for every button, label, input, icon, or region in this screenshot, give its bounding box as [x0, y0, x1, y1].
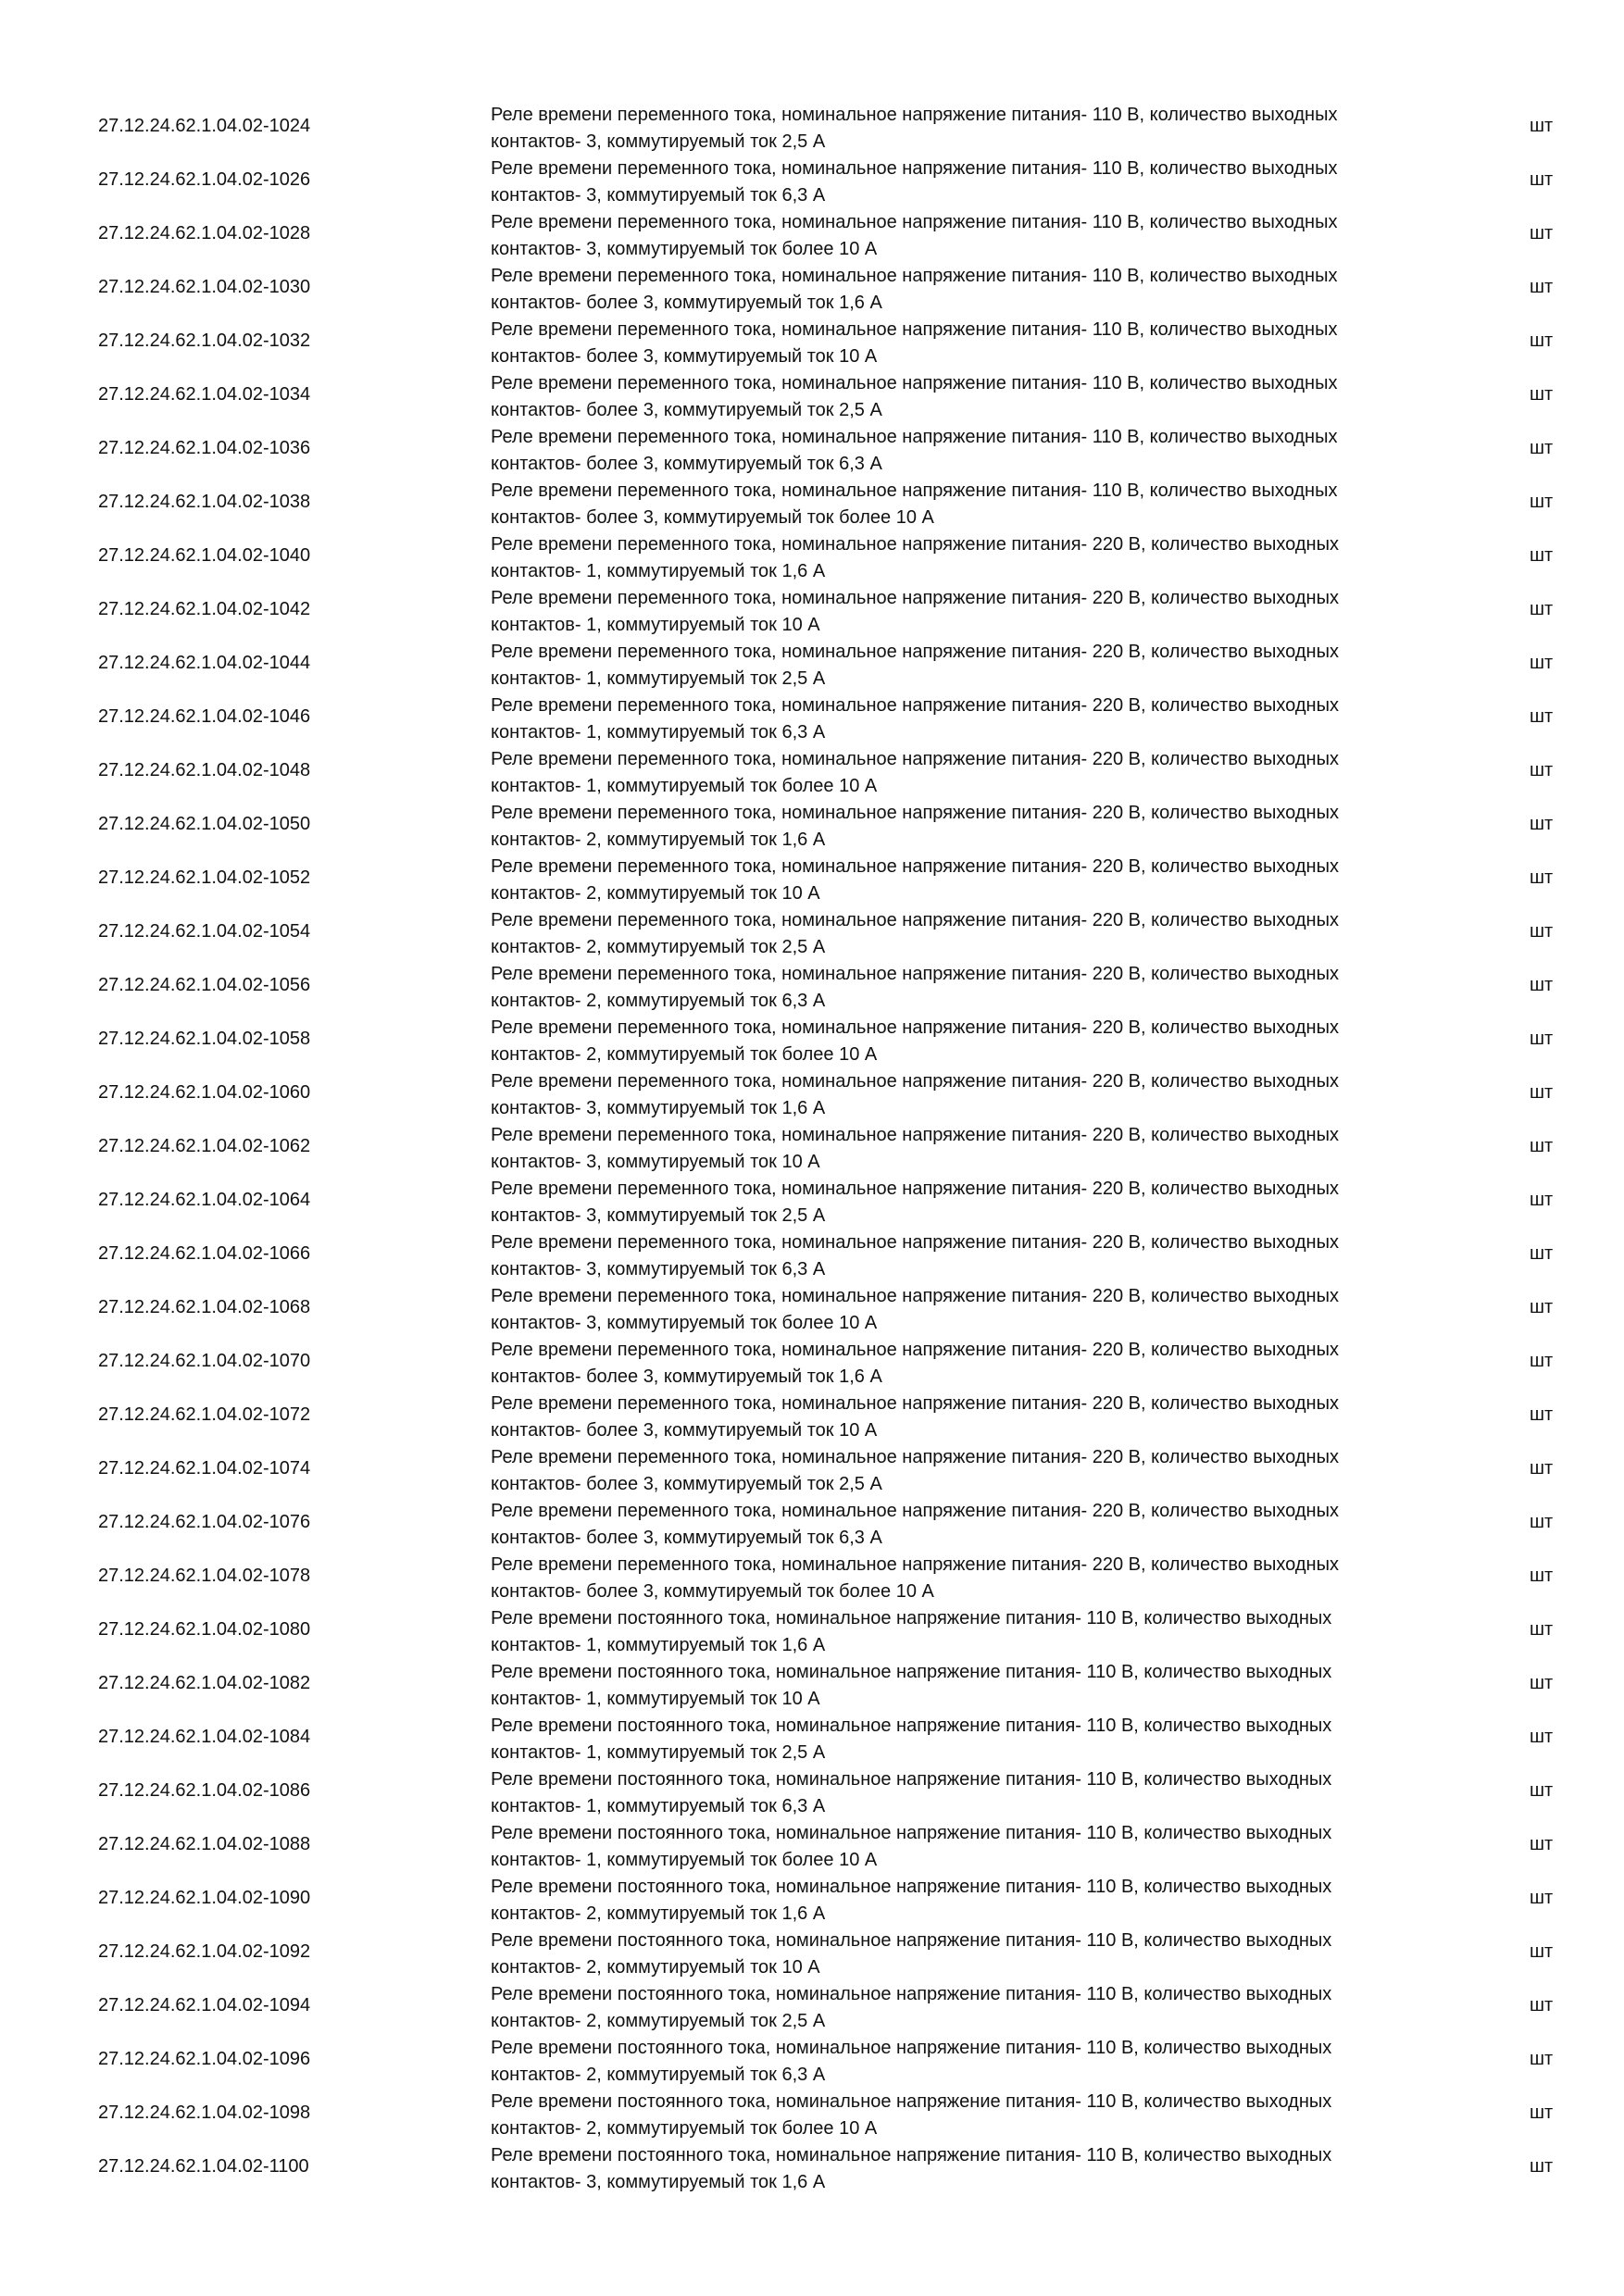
table-row [0, 1983, 1624, 2037]
item-code: 27.12.24.62.1.04.02-1094 [98, 1995, 311, 2015]
item-description [491, 102, 1435, 156]
table-row [0, 480, 1624, 533]
table-row [0, 1392, 1624, 1446]
item-description-line-2: контактов- 3, коммутируемый ток 1,6 А [491, 1098, 826, 1118]
item-unit: шт [1530, 975, 1554, 995]
item-unit: шт [1530, 277, 1554, 297]
table-row [0, 641, 1624, 694]
item-description-line-2: контактов- 2, коммутируемый ток 6,3 А [491, 2065, 826, 2085]
item-description-line-1: Реле времени переменного тока, номинальное напряжение питания- 220 В, количество выходных [491, 1232, 1339, 1253]
table-row [0, 1929, 1624, 1983]
item-code: 27.12.24.62.1.04.02-1030 [98, 277, 311, 297]
table-row [0, 2090, 1624, 2144]
item-description-line-1: Реле времени переменного тока, номинальное напряжение питания- 220 В, количество выходных [491, 1501, 1339, 1521]
item-description-line-1: Реле времени постоянного тока, номинальное напряжение питания- 110 В, количество выходных [491, 1769, 1332, 1790]
item-code: 27.12.24.62.1.04.02-1036 [98, 438, 311, 458]
item-description-line-2: контактов- 1, коммутируемый ток более 10 А [491, 1850, 878, 1870]
item-description-line-1: Реле времени переменного тока, номинальное напряжение питания- 220 В, количество выходных [491, 1179, 1339, 1199]
item-description [491, 1068, 1435, 1122]
item-description-line-1: Реле времени переменного тока, номинальное напряжение питания- 110 В, количество выходных [491, 105, 1338, 125]
item-unit: шт [1530, 1082, 1554, 1103]
item-unit: шт [1530, 2156, 1554, 2177]
item-description-line-2: контактов- 2, коммутируемый ток более 10 А [491, 1044, 878, 1065]
item-description [491, 1552, 1435, 1605]
item-code: 27.12.24.62.1.04.02-1088 [98, 1834, 311, 1854]
item-description [491, 1229, 1435, 1283]
item-description-line-1: Реле времени постоянного тока, номинальное напряжение питания- 110 В, количество выходных [491, 1716, 1332, 1736]
item-description-line-1: Реле времени переменного тока, номинальное напряжение питания- 220 В, количество выходных [491, 534, 1339, 555]
item-description-line-2: контактов- 3, коммутируемый ток 6,3 А [491, 185, 826, 206]
table-row [0, 1070, 1624, 1124]
item-description-line-1: Реле времени переменного тока, номинальное напряжение питания- 220 В, количество выходных [491, 1393, 1339, 1414]
item-description [491, 639, 1435, 693]
item-description-line-2: контактов- более 3, коммутируемый ток более 10 А [491, 507, 934, 528]
item-description-line-2: контактов- более 3, коммутируемый ток 6,3 А [491, 454, 882, 474]
item-description-line-2: контактов- 2, коммутируемый ток более 10 А [491, 2118, 878, 2139]
item-description [491, 263, 1435, 317]
item-code: 27.12.24.62.1.04.02-1034 [98, 384, 311, 405]
item-code: 27.12.24.62.1.04.02-1078 [98, 1566, 311, 1586]
item-description-line-1: Реле времени переменного тока, номинальное напряжение питания- 220 В, количество выходных [491, 1125, 1339, 1145]
item-description [491, 1981, 1435, 2035]
item-unit: шт [1530, 1243, 1554, 1264]
item-description-line-1: Реле времени переменного тока, номинальное напряжение питания- 220 В, количество выходных [491, 803, 1339, 823]
item-code: 27.12.24.62.1.04.02-1040 [98, 545, 311, 566]
item-description-line-1: Реле времени постоянного тока, номинальное напряжение питания- 110 В, количество выходных [491, 2038, 1332, 2058]
table-row [0, 1768, 1624, 1822]
item-code: 27.12.24.62.1.04.02-1068 [98, 1297, 311, 1317]
table-row [0, 802, 1624, 855]
item-description-line-2: контактов- 3, коммутируемый ток 6,3 А [491, 1259, 826, 1279]
item-description-line-1: Реле времени переменного тока, номинальное напряжение питания- 220 В, количество выходных [491, 910, 1339, 930]
item-description-line-2: контактов- более 3, коммутируемый ток 2,5 А [491, 1474, 882, 1494]
item-description-line-1: Реле времени переменного тока, номинальное напряжение питания- 220 В, количество выходных [491, 964, 1339, 984]
item-description [491, 317, 1435, 370]
item-description-line-2: контактов- более 3, коммутируемый ток более 10 А [491, 1581, 934, 1602]
item-description [491, 1928, 1435, 1981]
item-description-line-2: контактов- 3, коммутируемый ток 2,5 А [491, 1205, 826, 1226]
item-description-line-1: Реле времени переменного тока, номинальное напряжение питания- 220 В, количество выходных [491, 642, 1339, 662]
item-description-line-2: контактов- 1, коммутируемый ток 2,5 А [491, 1742, 826, 1763]
table-row [0, 372, 1624, 426]
item-code: 27.12.24.62.1.04.02-1062 [98, 1136, 311, 1156]
item-unit: шт [1530, 1727, 1554, 1747]
item-unit: шт [1530, 169, 1554, 190]
table-row [0, 157, 1624, 211]
table-row [0, 1178, 1624, 1231]
item-description [491, 854, 1435, 907]
item-unit: шт [1530, 1566, 1554, 1586]
item-unit: шт [1530, 1941, 1554, 1962]
item-description-line-2: контактов- 1, коммутируемый ток 1,6 А [491, 561, 826, 581]
item-description [491, 156, 1435, 209]
item-unit: шт [1530, 1297, 1554, 1317]
item-description [491, 693, 1435, 746]
item-description-line-1: Реле времени переменного тока, номинальное напряжение питания- 220 В, количество выходных [491, 1340, 1339, 1360]
item-code: 27.12.24.62.1.04.02-1026 [98, 169, 311, 190]
item-description-line-2: контактов- 2, коммутируемый ток 2,5 А [491, 2011, 826, 2031]
item-description-line-1: Реле времени постоянного тока, номинальное напряжение питания- 110 В, количество выходных [491, 1662, 1332, 1682]
item-description-line-1: Реле времени переменного тока, номинальное напряжение питания- 110 В, количество выходных [491, 158, 1338, 179]
item-code: 27.12.24.62.1.04.02-1064 [98, 1190, 311, 1210]
item-description [491, 2035, 1435, 2089]
price-list-table [0, 104, 1624, 2198]
item-code: 27.12.24.62.1.04.02-1038 [98, 492, 311, 512]
item-description-line-2: контактов- 2, коммутируемый ток 10 А [491, 1957, 820, 1978]
item-unit: шт [1530, 867, 1554, 888]
item-description-line-2: контактов- 2, коммутируемый ток 2,5 А [491, 937, 826, 957]
item-description-line-2: контактов- более 3, коммутируемый ток 1,6 А [491, 1366, 882, 1387]
item-description-line-1: Реле времени постоянного тока, номинальное напряжение питания- 110 В, количество выходных [491, 1608, 1332, 1628]
item-description-line-1: Реле времени постоянного тока, номинальное напряжение питания- 110 В, количество выходных [491, 1877, 1332, 1897]
item-description-line-1: Реле времени переменного тока, номинальное напряжение питания- 220 В, количество выходных [491, 588, 1339, 608]
item-unit: шт [1530, 921, 1554, 942]
item-code: 27.12.24.62.1.04.02-1048 [98, 760, 311, 780]
item-unit: шт [1530, 438, 1554, 458]
item-unit: шт [1530, 1512, 1554, 1532]
item-description [491, 1659, 1435, 1713]
item-description-line-2: контактов- 3, коммутируемый ток 1,6 А [491, 2172, 826, 2192]
item-code: 27.12.24.62.1.04.02-1096 [98, 2049, 311, 2069]
item-unit: шт [1530, 1136, 1554, 1156]
table-row [0, 104, 1624, 157]
table-row [0, 533, 1624, 587]
item-description-line-1: Реле времени переменного тока, номинальное напряжение питания- 220 В, количество выходных [491, 695, 1339, 716]
item-code: 27.12.24.62.1.04.02-1024 [98, 116, 311, 136]
item-description-line-1: Реле времени переменного тока, номинальное напряжение питания- 220 В, количество выходных [491, 856, 1339, 877]
item-description-line-2: контактов- 1, коммутируемый ток 6,3 А [491, 1796, 826, 1816]
item-code: 27.12.24.62.1.04.02-1066 [98, 1243, 311, 1264]
item-description [491, 478, 1435, 531]
item-code: 27.12.24.62.1.04.02-1056 [98, 975, 311, 995]
item-description-line-1: Реле времени переменного тока, номинальное напряжение питания- 110 В, количество выходных [491, 480, 1338, 501]
item-unit: шт [1530, 814, 1554, 834]
item-description-line-2: контактов- 1, коммутируемый ток 10 А [491, 615, 820, 635]
item-unit: шт [1530, 1673, 1554, 1693]
item-code: 27.12.24.62.1.04.02-1076 [98, 1512, 311, 1532]
table-row [0, 2037, 1624, 2090]
item-description-line-2: контактов- более 3, коммутируемый ток 10 А [491, 346, 878, 367]
item-code: 27.12.24.62.1.04.02-1098 [98, 2103, 311, 2123]
table-row [0, 855, 1624, 909]
item-description [491, 1874, 1435, 1928]
table-row [0, 426, 1624, 480]
item-description-line-2: контактов- 2, коммутируемый ток 1,6 А [491, 1903, 826, 1924]
item-unit: шт [1530, 1190, 1554, 1210]
table-row [0, 587, 1624, 641]
item-description [491, 2142, 1435, 2196]
item-description [491, 800, 1435, 854]
item-unit: шт [1530, 223, 1554, 243]
table-row [0, 1285, 1624, 1339]
table-row [0, 1339, 1624, 1392]
item-unit: шт [1530, 1029, 1554, 1049]
item-description [491, 370, 1435, 424]
item-unit: шт [1530, 116, 1554, 136]
item-description [491, 1122, 1435, 1176]
table-row [0, 963, 1624, 1017]
item-description [491, 907, 1435, 961]
item-description-line-2: контактов- 3, коммутируемый ток более 10 А [491, 1313, 878, 1333]
table-row [0, 1607, 1624, 1661]
item-description [491, 2089, 1435, 2142]
item-code: 27.12.24.62.1.04.02-1058 [98, 1029, 311, 1049]
item-code: 27.12.24.62.1.04.02-1046 [98, 706, 311, 727]
item-description [491, 746, 1435, 800]
item-unit: шт [1530, 1351, 1554, 1371]
item-code: 27.12.24.62.1.04.02-1100 [98, 2156, 309, 2177]
item-description-line-1: Реле времени переменного тока, номинальное напряжение питания- 220 В, количество выходных [491, 749, 1339, 769]
item-code: 27.12.24.62.1.04.02-1044 [98, 653, 311, 673]
item-description-line-1: Реле времени переменного тока, номинальное напряжение питания- 220 В, количество выходных [491, 1071, 1339, 1092]
item-description [491, 209, 1435, 263]
item-code: 27.12.24.62.1.04.02-1070 [98, 1351, 311, 1371]
item-description [491, 1176, 1435, 1229]
table-row [0, 1500, 1624, 1554]
item-description [491, 1015, 1435, 1068]
item-description-line-2: контактов- 3, коммутируемый ток более 10 А [491, 239, 878, 259]
item-code: 27.12.24.62.1.04.02-1028 [98, 223, 311, 243]
item-description-line-1: Реле времени переменного тока, номинальное напряжение питания- 110 В, количество выходных [491, 373, 1338, 393]
item-description-line-1: Реле времени переменного тока, номинальное напряжение питания- 220 В, количество выходных [491, 1286, 1339, 1306]
item-description-line-1: Реле времени переменного тока, номинальное напряжение питания- 220 В, количество выходных [491, 1447, 1339, 1467]
item-unit: шт [1530, 1404, 1554, 1425]
item-code: 27.12.24.62.1.04.02-1054 [98, 921, 311, 942]
item-code: 27.12.24.62.1.04.02-1086 [98, 1780, 311, 1801]
item-description-line-1: Реле времени переменного тока, номинальное напряжение питания- 110 В, количество выходных [491, 266, 1338, 286]
table-row [0, 1822, 1624, 1876]
item-description [491, 1605, 1435, 1659]
table-row [0, 1715, 1624, 1768]
item-unit: шт [1530, 384, 1554, 405]
item-description-line-2: контактов- 1, коммутируемый ток 2,5 А [491, 668, 826, 689]
item-description-line-1: Реле времени переменного тока, номинальное напряжение питания- 110 В, количество выходных [491, 319, 1338, 340]
item-description [491, 1337, 1435, 1391]
item-description-line-1: Реле времени переменного тока, номинальное напряжение питания- 220 В, количество выходных [491, 1017, 1339, 1038]
item-code: 27.12.24.62.1.04.02-1074 [98, 1458, 311, 1479]
item-unit: шт [1530, 760, 1554, 780]
item-unit: шт [1530, 492, 1554, 512]
item-description-line-2: контактов- 1, коммутируемый ток более 10 А [491, 776, 878, 796]
table-row [0, 1446, 1624, 1500]
item-unit: шт [1530, 1458, 1554, 1479]
item-description [491, 1820, 1435, 1874]
table-row [0, 2144, 1624, 2198]
item-unit: шт [1530, 545, 1554, 566]
table-row [0, 748, 1624, 802]
table-row [0, 265, 1624, 318]
item-description-line-1: Реле времени переменного тока, номинальное напряжение питания- 220 В, количество выходных [491, 1554, 1339, 1575]
item-unit: шт [1530, 1834, 1554, 1854]
item-description-line-1: Реле времени постоянного тока, номинальное напряжение питания- 110 В, количество выходных [491, 2091, 1332, 2112]
item-unit: шт [1530, 1780, 1554, 1801]
item-code: 27.12.24.62.1.04.02-1072 [98, 1404, 311, 1425]
table-row [0, 1124, 1624, 1178]
item-unit: шт [1530, 599, 1554, 619]
item-description [491, 1283, 1435, 1337]
item-description-line-2: контактов- 1, коммутируемый ток 1,6 А [491, 1635, 826, 1655]
table-row [0, 1017, 1624, 1070]
table-row [0, 1231, 1624, 1285]
table-row [0, 1661, 1624, 1715]
item-description-line-2: контактов- 3, коммутируемый ток 10 А [491, 1152, 820, 1172]
item-unit: шт [1530, 1619, 1554, 1640]
item-description [491, 1766, 1435, 1820]
item-unit: шт [1530, 1995, 1554, 2015]
item-code: 27.12.24.62.1.04.02-1092 [98, 1941, 311, 1962]
item-description [491, 961, 1435, 1015]
item-unit: шт [1530, 706, 1554, 727]
table-row [0, 211, 1624, 265]
item-unit: шт [1530, 653, 1554, 673]
item-description [491, 1444, 1435, 1498]
item-unit: шт [1530, 331, 1554, 351]
item-code: 27.12.24.62.1.04.02-1090 [98, 1888, 311, 1908]
table-row [0, 909, 1624, 963]
item-description-line-2: контактов- более 3, коммутируемый ток 6,3 А [491, 1528, 882, 1548]
item-description-line-1: Реле времени постоянного тока, номинальное напряжение питания- 110 В, количество выходных [491, 2145, 1332, 2165]
table-row [0, 1876, 1624, 1929]
item-unit: шт [1530, 2103, 1554, 2123]
item-description-line-1: Реле времени переменного тока, номинальное напряжение питания- 110 В, количество выходных [491, 212, 1338, 232]
table-row [0, 1554, 1624, 1607]
item-description [491, 531, 1435, 585]
item-description [491, 1713, 1435, 1766]
item-description-line-2: контактов- более 3, коммутируемый ток 2,5 А [491, 400, 882, 420]
item-description-line-1: Реле времени постоянного тока, номинальное напряжение питания- 110 В, количество выходных [491, 1930, 1332, 1951]
item-unit: шт [1530, 1888, 1554, 1908]
item-description-line-1: Реле времени постоянного тока, номинальное напряжение питания- 110 В, количество выходных [491, 1823, 1332, 1843]
item-description-line-2: контактов- более 3, коммутируемый ток 1,6 А [491, 293, 882, 313]
item-code: 27.12.24.62.1.04.02-1032 [98, 331, 311, 351]
table-row [0, 318, 1624, 372]
item-code: 27.12.24.62.1.04.02-1052 [98, 867, 311, 888]
item-code: 27.12.24.62.1.04.02-1084 [98, 1727, 311, 1747]
item-code: 27.12.24.62.1.04.02-1080 [98, 1619, 311, 1640]
item-description-line-2: контактов- 3, коммутируемый ток 2,5 А [491, 131, 826, 152]
item-description-line-2: контактов- 2, коммутируемый ток 10 А [491, 883, 820, 904]
item-code: 27.12.24.62.1.04.02-1082 [98, 1673, 311, 1693]
item-unit: шт [1530, 2049, 1554, 2069]
item-code: 27.12.24.62.1.04.02-1042 [98, 599, 311, 619]
item-description [491, 1391, 1435, 1444]
item-description-line-2: контактов- 2, коммутируемый ток 1,6 А [491, 830, 826, 850]
item-description-line-2: контактов- более 3, коммутируемый ток 10 А [491, 1420, 878, 1441]
item-description [491, 1498, 1435, 1552]
item-code: 27.12.24.62.1.04.02-1050 [98, 814, 311, 834]
item-description-line-1: Реле времени переменного тока, номинальное напряжение питания- 110 В, количество выходных [491, 427, 1338, 447]
item-description [491, 424, 1435, 478]
item-description-line-2: контактов- 2, коммутируемый ток 6,3 А [491, 991, 826, 1011]
item-description-line-2: контактов- 1, коммутируемый ток 6,3 А [491, 722, 826, 742]
item-description-line-1: Реле времени постоянного тока, номинальное напряжение питания- 110 В, количество выходных [491, 1984, 1332, 2004]
table-row [0, 694, 1624, 748]
item-description [491, 585, 1435, 639]
item-description-line-2: контактов- 1, коммутируемый ток 10 А [491, 1689, 820, 1709]
item-code: 27.12.24.62.1.04.02-1060 [98, 1082, 311, 1103]
